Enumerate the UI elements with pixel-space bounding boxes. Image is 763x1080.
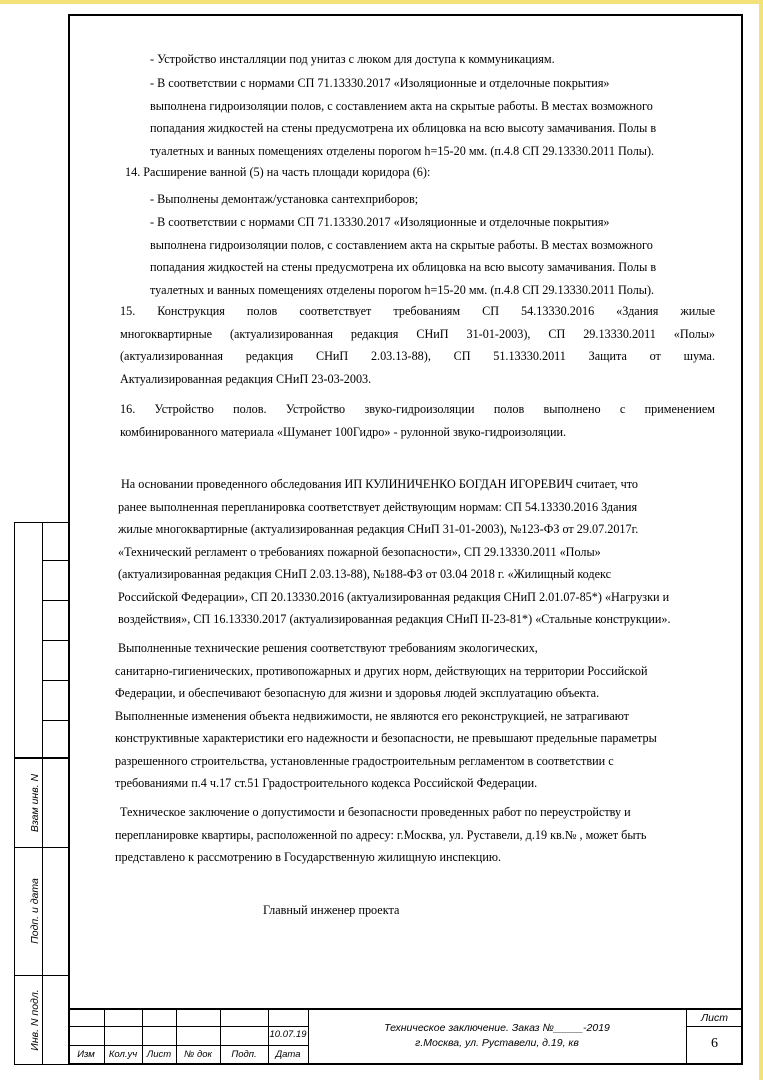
document-title-line1: Техническое заключение. Заказ №_____-2019 — [384, 1022, 610, 1034]
item-16: 16. Устройство полов. Устройство звуко-гидроизоляции полов выполнено с применением комбинированного материала «Шуманет 100Гидро» - рулонной звуко-гидроизоляции. — [120, 402, 715, 439]
col-podp: Подп. — [231, 1049, 257, 1060]
col-list: Лист — [146, 1049, 172, 1060]
col-koluch: Кол.уч — [108, 1049, 138, 1060]
page-edge-right — [759, 0, 763, 1080]
side-stamp-line — [14, 847, 70, 848]
label-vzam-inv: Взам инв. N — [29, 773, 41, 833]
sheet-number: 6 — [711, 1036, 718, 1051]
conclusion-paragraph-3: Техническое заключение о допустимости и безопасности проведенных работ по переустройству и перепланировке квартиры, расположенной по адресу: г.Москва, ул. Руставели, д.19 кв.№ , может быть представлено к рассмотрению в Государственную жилищную инспекцию. — [115, 805, 647, 864]
signature-title: Главный инженер проекта — [263, 903, 400, 917]
col-ndok: № док — [184, 1049, 212, 1060]
title-block-line — [686, 1026, 743, 1027]
document-title-line2: г.Москва, ул. Руставели, д.19, кв — [415, 1037, 579, 1049]
col-izm: Изм — [77, 1049, 95, 1060]
sheet-label: Лист — [700, 1012, 729, 1024]
col-data: Дата — [275, 1049, 301, 1060]
paragraph-fixtures: - Выполнены демонтаж/установка сантехприборов; — [150, 192, 419, 206]
conclusion-paragraph-2: Выполненные технические решения соответствуют требованиям экологических, санитарно-гигиенических, противопожарных и других норм, действующих на территории Российской Федерации, и обеспечивают безопасную для жизни и здоровья людей эксплуатацию объекта. Выполненные изменения объекта недвижимости, не являются его реконструкцией, не затрагивают конструктивные характеристики его надежности и безопасности, не превышают предельные параметры разрешенного строительства, установленные градостроительным регламентом в соответствии с требованиями п.4 ч.17 ст.51 Градостроительного кодекса Российской Федерации. — [115, 641, 657, 790]
side-stamp-line — [14, 975, 70, 976]
item-14: 14. Расширение ванной (5) на часть площади коридора (6): — [125, 165, 431, 179]
paragraph-waterproofing-1: - В соответствии с нормами СП 71.13330.2017 «Изоляционные и отделочные покрытия» выполнена гидроизоляции полов, с составлением акта на скрытые работы. В местах возможного попадания жидкостей на стены предусмотрена их облицовка на всю высоту замачивания. Полы в туалетных и ванных помещениях отделены порогом h=15-20 мм. (п.4.8 СП 29.13330.2011 Полы). — [150, 76, 657, 158]
side-stamp-divider — [42, 758, 43, 1065]
date-value: 10.07.19 — [269, 1029, 307, 1040]
title-block-top-border — [68, 1008, 743, 1010]
paragraph-waterproofing-2: - В соответствии с нормами СП 71.13330.2017 «Изоляционные и отделочные покрытия» выполнена гидроизоляции полов, с составлением акта на скрытые работы. В местах возможного попадания жидкостей на стены предусмотрена их облицовка на всю высоту замачивания. Полы в туалетных и ванных помещениях отделены порогом h=15-20 мм. (п.4.8 СП 29.13330.2011 Полы). — [150, 215, 657, 297]
side-stamp-line — [42, 600, 70, 601]
conclusion-paragraph-1: На основании проведенного обследования ИП КУЛИНИЧЕНКО БОГДАН ИГОРЕВИЧ считает, что ранее выполненная перепланировка соответствует действующим нормам: СП 54.13330.2016 Здания жилые многоквартирные (актуализированная редакция СНиП 31-01-2003), №123-ФЗ от 29.07.2017г. «Технический регламент о требованиях пожарной безопасности», СП 29.13330.2011 «Полы» (актуализированная редакция СНиП 2.03.13-88), №188-ФЗ от 03.04 2018 г. «Жилищный кодекс Российской Федерации», СП 20.13330.2016 (актуализированная редакция СНиП 2.01.07-85*) «Нагрузки и воздействия», СП 16.13330.2017 (актуализированная редакция СНиП II-23-81*) «Стальные конструкции». — [118, 477, 671, 626]
paragraph-installation: - Устройство инсталляции под унитаз с люком для доступа к коммуникациям. — [150, 52, 555, 66]
side-stamp-line — [42, 720, 70, 721]
label-inv-podl: Инв. N подл. — [29, 989, 41, 1051]
label-podp-data: Подп. и дата — [29, 878, 41, 944]
side-stamp-line — [42, 560, 70, 561]
side-stamp-line — [42, 640, 70, 641]
side-stamp-line — [42, 680, 70, 681]
item-15: 15. Конструкция полов соответствует требованиям СП 54.13330.2016 «Здания жилые многоквартирные (актуализированная редакция СНиП 31-01-2003), СП 29.13330.2011 «Полы» (актуализированная редакция СНиП 2.03.13-88), СП 51.13330.2011 Защита от шума. Актуализированная редакция СНиП 23-03-2003. — [120, 304, 715, 386]
page-edge-top — [0, 0, 763, 4]
